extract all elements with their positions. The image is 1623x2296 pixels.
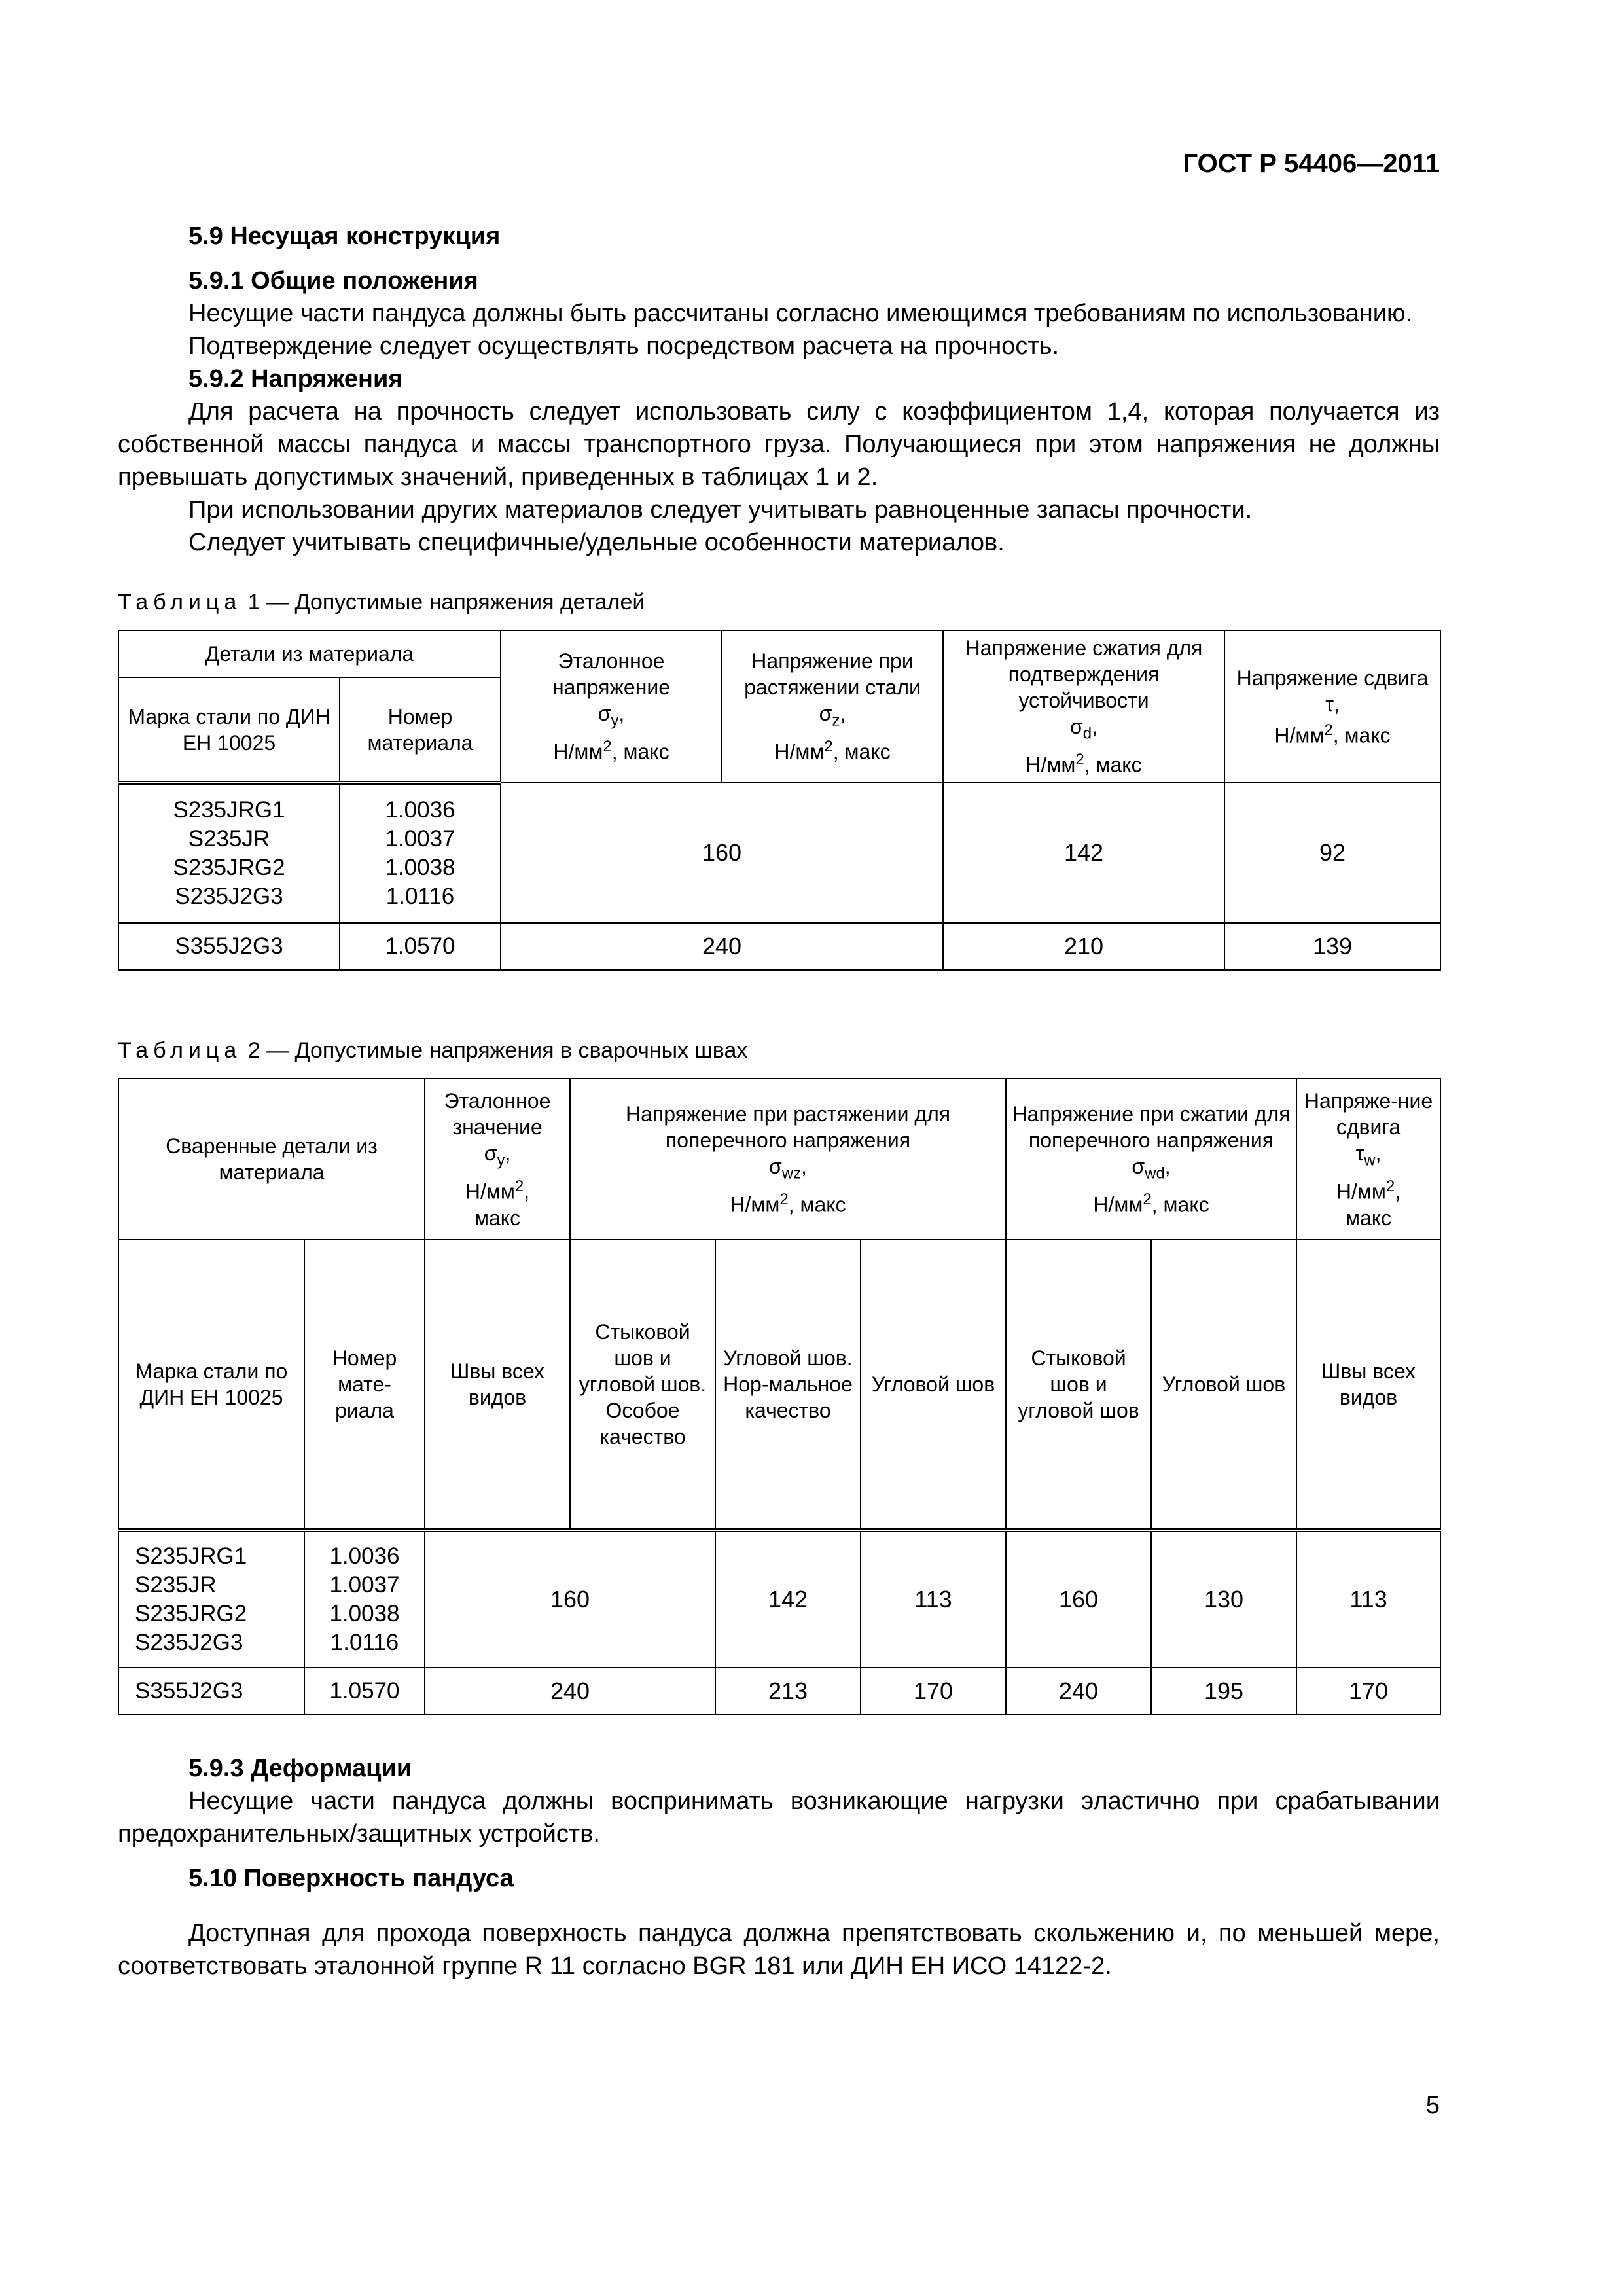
cell-numbers: 1.0570	[304, 1668, 425, 1715]
symbol: τ	[1325, 692, 1334, 716]
steel-grade: S235JRG1	[173, 797, 285, 823]
header-cell: Детали из материала	[118, 630, 501, 677]
header-cell: Эталонное напряжение $\sigma_y$, $Н/мм^2$, макс	[501, 630, 722, 783]
header-cell: Угловой шов. Нор-мальное качество	[715, 1240, 861, 1530]
unit-sup: 2	[1385, 1177, 1395, 1195]
unit-post: , макс	[1151, 1193, 1209, 1217]
cell-shear: 113	[1296, 1530, 1440, 1668]
paragraph: При использовании других материалов следует учитывать равноценные запасы прочности.	[188, 496, 1253, 524]
steel-grade: S235JRG2	[135, 1601, 247, 1627]
header-cell: Напряжение сдвига τ, $Н/мм^2$, макс	[1224, 630, 1440, 783]
unit-sup: 2	[824, 738, 833, 756]
header-text: Напряжение сдвига	[1236, 666, 1429, 690]
header-cell: Напряжение при растяжении стали $\sigma_z$, $Н/мм^2$, макс	[722, 630, 943, 783]
cell-shear: 170	[1296, 1668, 1440, 1715]
symbol: σ	[1132, 1154, 1145, 1178]
steel-grade: S235JR	[188, 826, 270, 852]
unit-post: , макс	[832, 740, 891, 764]
heading-5-9-3: 5.9.3 Деформации	[188, 1755, 412, 1783]
caption-text: 2 — Допустимые напряжения в сварочных швах	[241, 1038, 748, 1064]
unit-post: , макс	[788, 1193, 846, 1217]
table-row	[118, 1668, 1440, 1715]
symbol-sub: y	[611, 711, 619, 730]
material-number: 1.0116	[385, 884, 455, 910]
cell-compress-fillet: 130	[1151, 1530, 1296, 1668]
unit-post: , макс	[1332, 723, 1391, 747]
caption-label: Таблица	[118, 1038, 242, 1064]
steel-grade: S235J2G3	[135, 1630, 243, 1656]
header-cell: Марка стали по ДИН ЕН 10025	[118, 1240, 304, 1530]
symbol-sub: d	[1082, 725, 1092, 743]
steel-grade: S235JRG2	[173, 855, 285, 881]
unit: Н/мм	[1093, 1193, 1143, 1217]
cell-ref: 240	[425, 1668, 715, 1715]
cell-ref-tension: 160	[501, 783, 943, 923]
unit-post: , макс	[1084, 753, 1142, 778]
header-cell: Напряже-ние сдвига $\tau_w$, $Н/мм^2$, макс	[1296, 1079, 1440, 1240]
unit-sup: 2	[603, 738, 612, 756]
unit-post: макс	[1345, 1206, 1392, 1230]
table-header-row	[118, 1079, 1440, 1240]
header-cell: Сваренные детали из материала	[118, 1079, 425, 1240]
symbol-sub: z	[832, 711, 840, 730]
cell-compress: 210	[943, 923, 1224, 970]
header-cell: Напряжение при растяжении для поперечного напряжения $\sigma_{wz}$, $Н/мм^2$, макс	[570, 1079, 1006, 1240]
heading-5-9: 5.9 Несущая конструкция	[188, 223, 501, 250]
symbol: σ	[1070, 715, 1083, 738]
header-text: Напряжение при сжатии для поперечного напряжения	[1012, 1102, 1291, 1152]
symbol: σ	[597, 702, 611, 725]
cell-numbers	[340, 783, 501, 923]
unit-sup: 2	[1324, 721, 1333, 739]
header-cell: Напряжение сжатия для подтверждения устойчивости $\sigma_d$, $Н/мм^2$, макс	[943, 630, 1224, 783]
cell-tension-normal: 213	[715, 1668, 861, 1715]
header-cell: Швы всех видов	[425, 1240, 570, 1530]
header-cell: Номер мате-риала	[304, 1240, 425, 1530]
caption-text: 1 — Допустимые напряжения деталей	[241, 590, 645, 615]
table-2-caption	[118, 1036, 1440, 1065]
header-cell: Швы всех видов	[1296, 1240, 1440, 1530]
cell-tension-fillet: 113	[861, 1530, 1006, 1668]
cell-compress-fillet: 195	[1151, 1668, 1296, 1715]
page-number: 5	[1425, 2092, 1440, 2119]
cell-shear: 139	[1224, 923, 1440, 970]
header-text: Напряжение при растяжении для поперечного напряжения	[625, 1102, 951, 1152]
paragraph: Несущие части пандуса должны воспринимать возникающие нагрузки эластично при срабатывании предохранительных/защитных устройств.	[118, 1787, 1440, 1848]
material-number: 1.0036	[329, 1543, 400, 1570]
header-cell: Напряжение при сжатии для поперечного напряжения $\sigma_{wd}$, $Н/мм^2$, макс	[1006, 1079, 1296, 1240]
cell-ref-tension: 240	[501, 923, 943, 970]
unit: Н/мм	[553, 740, 603, 764]
unit-sup: 2	[779, 1190, 789, 1208]
cell-ref: 160	[425, 1530, 715, 1668]
heading-5-9-2: 5.9.2 Напряжения	[188, 365, 403, 393]
header-cell: Угловой шов	[1151, 1240, 1296, 1530]
cell-compress-butt: 240	[1006, 1668, 1151, 1715]
symbol-sub: w	[1364, 1151, 1376, 1169]
unit-sup: 2	[1075, 751, 1084, 769]
cell-numbers: 1.0570	[340, 923, 501, 970]
header-cell: Стыковой шов и угловой шов	[1006, 1240, 1151, 1530]
table-row	[118, 1530, 1440, 1668]
unit-sup: 2	[514, 1177, 524, 1195]
heading-5-9-1: 5.9.1 Общие положения	[188, 267, 478, 295]
cell-steels	[118, 783, 340, 923]
header-cell: Марка стали по ДИН ЕН 10025	[118, 677, 340, 783]
header-text: Напряже-ние сдвига	[1304, 1088, 1433, 1139]
unit-post: , макс	[611, 740, 669, 764]
header-cell: Угловой шов	[861, 1240, 1006, 1530]
table-1	[118, 630, 1441, 971]
cell-tension-fillet: 170	[861, 1668, 1006, 1715]
header-cell: Номер материала	[340, 677, 501, 783]
symbol-sub: wz	[781, 1164, 802, 1182]
steel-grade: S235JR	[135, 1572, 217, 1598]
symbol: τ	[1355, 1141, 1364, 1165]
table-header-row	[118, 630, 1440, 677]
header-cell: Эталонное значение $\sigma_y$, $Н/мм^2$, макс	[425, 1079, 570, 1240]
material-number: 1.0037	[329, 1572, 400, 1598]
table-2	[118, 1078, 1441, 1715]
header-text: Эталонное напряжение	[552, 649, 671, 699]
steel-grade: S235JRG1	[135, 1543, 247, 1570]
unit-post: макс	[474, 1206, 521, 1230]
symbol: σ	[769, 1154, 782, 1178]
material-number: 1.0037	[385, 826, 455, 852]
material-number: 1.0038	[329, 1601, 400, 1627]
paragraph: Для расчета на прочность следует использовать силу с коэффициентом 1,4, которая получается из собственной массы пандуса и массы транспортного груза. Получающиеся при этом напряжения не должны превышать допустимых значений, приведенных в таблицах 1 и 2.	[118, 398, 1440, 491]
unit: Н/мм	[1026, 753, 1076, 778]
document-number: ГОСТ Р 54406—2011	[1183, 149, 1440, 178]
unit: Н/мм	[774, 740, 825, 764]
header-cell: Стыковой шов и угловой шов. Особое качество	[570, 1240, 715, 1530]
table-row	[118, 783, 1440, 923]
paragraph: Подтверждение следует осуществлять посредством расчета на прочность.	[188, 332, 1060, 360]
symbol-sub: wd	[1145, 1164, 1165, 1182]
unit-sup: 2	[1143, 1190, 1152, 1208]
table-1-caption	[118, 588, 1440, 617]
material-number: 1.0116	[330, 1630, 399, 1656]
table-header-row	[118, 1240, 1440, 1530]
symbol-sub: y	[497, 1151, 505, 1169]
cell-compress: 142	[943, 783, 1224, 923]
caption-label: Таблица	[118, 590, 242, 615]
heading-5-10: 5.10 Поверхность пандуса	[188, 1865, 514, 1893]
header-text: Эталонное значение	[444, 1088, 551, 1139]
paragraph: Несущие части пандуса должны быть рассчитаны согласно имеющимся требованиям по использованию.	[188, 300, 1413, 327]
unit: Н/мм	[465, 1179, 515, 1204]
symbol: σ	[484, 1141, 497, 1165]
cell-tension-normal: 142	[715, 1530, 861, 1668]
cell-steels: S355J2G3	[118, 923, 340, 970]
header-text: Напряжение при растяжении стали	[744, 649, 921, 699]
symbol: σ	[819, 702, 832, 725]
paragraph: Доступная для прохода поверхность пандуса должна препятствовать скольжению и, по меньшей мере, соответствовать эталонной группе R 11 согласно BGR 181 или ДИН ЕН ИСО 14122-2.	[118, 1920, 1440, 1981]
cell-numbers	[304, 1530, 425, 1668]
cell-steels: S355J2G3	[118, 1668, 304, 1715]
table-row	[118, 923, 1440, 970]
cell-steels	[118, 1530, 304, 1668]
header-text: Напряжение сжатия для подтверждения устойчивости	[965, 636, 1203, 712]
unit: Н/мм	[730, 1193, 780, 1217]
material-number: 1.0036	[385, 797, 455, 823]
page-content	[118, 220, 1440, 1982]
cell-compress-butt: 160	[1006, 1530, 1151, 1668]
paragraph: Следует учитывать специфичные/удельные особенности материалов.	[188, 529, 1005, 556]
material-number: 1.0038	[385, 855, 455, 881]
steel-grade: S235J2G3	[175, 884, 283, 910]
cell-shear: 92	[1224, 783, 1440, 923]
unit: Н/мм	[1336, 1179, 1386, 1204]
unit: Н/мм	[1274, 723, 1325, 747]
